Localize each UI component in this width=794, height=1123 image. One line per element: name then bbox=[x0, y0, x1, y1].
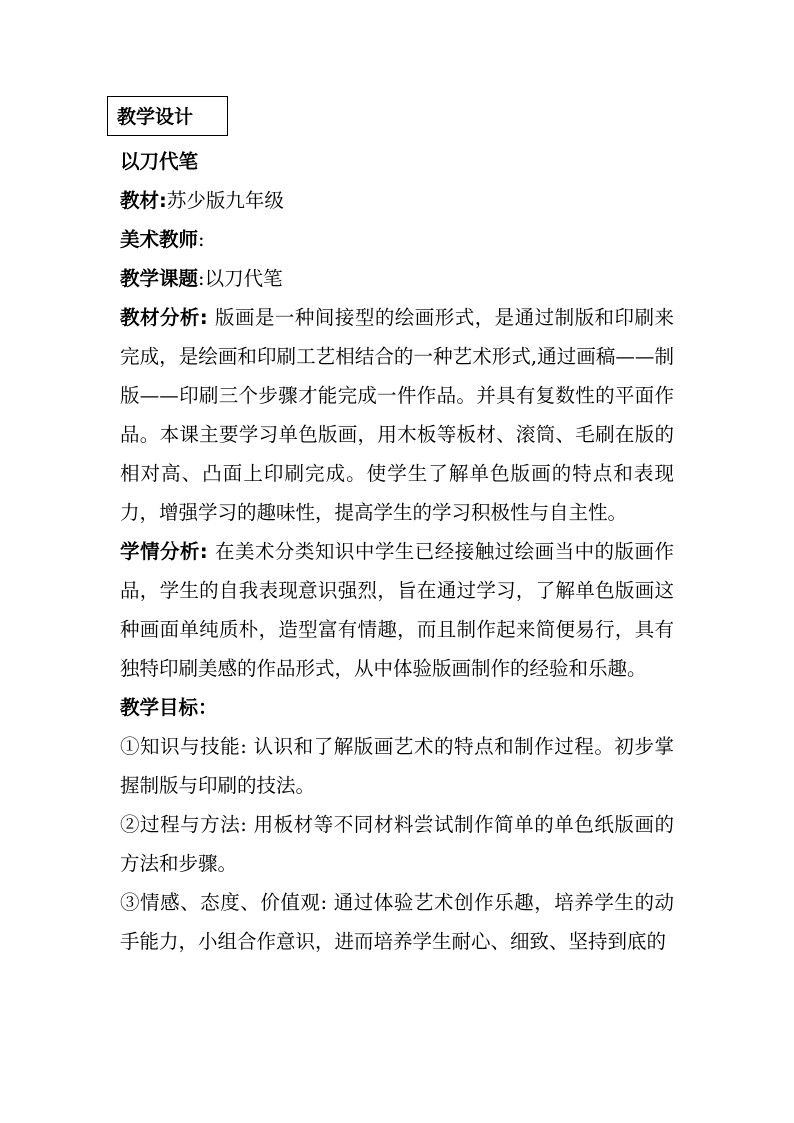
material-label: 教材 bbox=[120, 189, 160, 212]
topic-sep: : bbox=[198, 267, 205, 290]
textbook-analysis-label: 教材分析 bbox=[120, 306, 200, 329]
student-analysis-text: 在美术分类知识中学生已经接触过绘画当中的版画作品，学生的自我表现意识强烈，旨在通过学习，了解单色版画这种画面单纯质朴，造型富有情趣，而且制作起来简便易行，具有独特印刷美感的作品形式，从中体验版画制作的经验和乐趣。 bbox=[120, 540, 674, 680]
design-title-box bbox=[107, 96, 228, 136]
design-title: 教学设计 bbox=[117, 106, 194, 128]
textbook-analysis-text: 版画是一种间接型的绘画形式，是通过制版和印刷来完成，是绘画和印刷工艺相结合的一种艺术形式,通过画稿——制版——印刷三个步骤才能完成一件作品。并具有复数性的平面作品。本课主要学习单色版画，用木板等板材、滚筒、毛刷在版的相对高、凸面上印刷完成。使学生了解单色版画的特点和表现力，增强学习的趣味性，提高学生的学习积极性与自主性。 bbox=[120, 306, 674, 524]
student-analysis bbox=[120, 532, 674, 688]
material-line bbox=[120, 181, 674, 220]
material-sep: : bbox=[159, 189, 167, 212]
objective-item: ②过程与方法: 用板材等不同材料尝试制作简单的单色纸版画的方法和步骤。 bbox=[120, 813, 674, 875]
objective-item: ③情感、态度、价值观: 通过体验艺术创作乐趣，培养学生的动手能力，小组合作意识，进而培养学生耐心、细致、坚持到底的 bbox=[120, 891, 674, 953]
objective-item: ①知识与技能: 认识和了解版画艺术的特点和制作过程。初步掌握制版与印刷的技法。 bbox=[120, 735, 674, 797]
textbook-analysis bbox=[120, 298, 674, 532]
topic-value: 以刀代笔 bbox=[204, 267, 283, 290]
student-analysis-label: 学情分析 bbox=[120, 540, 200, 563]
material-value: 苏少版九年级 bbox=[166, 189, 284, 212]
document-body bbox=[120, 142, 674, 961]
student-analysis-sep: : bbox=[199, 540, 215, 563]
topic-label: 教学课题 bbox=[120, 267, 199, 290]
topic-line bbox=[120, 259, 674, 298]
objectives-heading: 教学目标： bbox=[120, 696, 218, 719]
lesson-title: 以刀代笔 bbox=[120, 150, 199, 173]
teacher-label: 美术教师 bbox=[120, 228, 199, 251]
textbook-analysis-sep: : bbox=[199, 306, 215, 329]
teacher-sep: : bbox=[198, 228, 205, 251]
teacher-line bbox=[120, 220, 674, 259]
